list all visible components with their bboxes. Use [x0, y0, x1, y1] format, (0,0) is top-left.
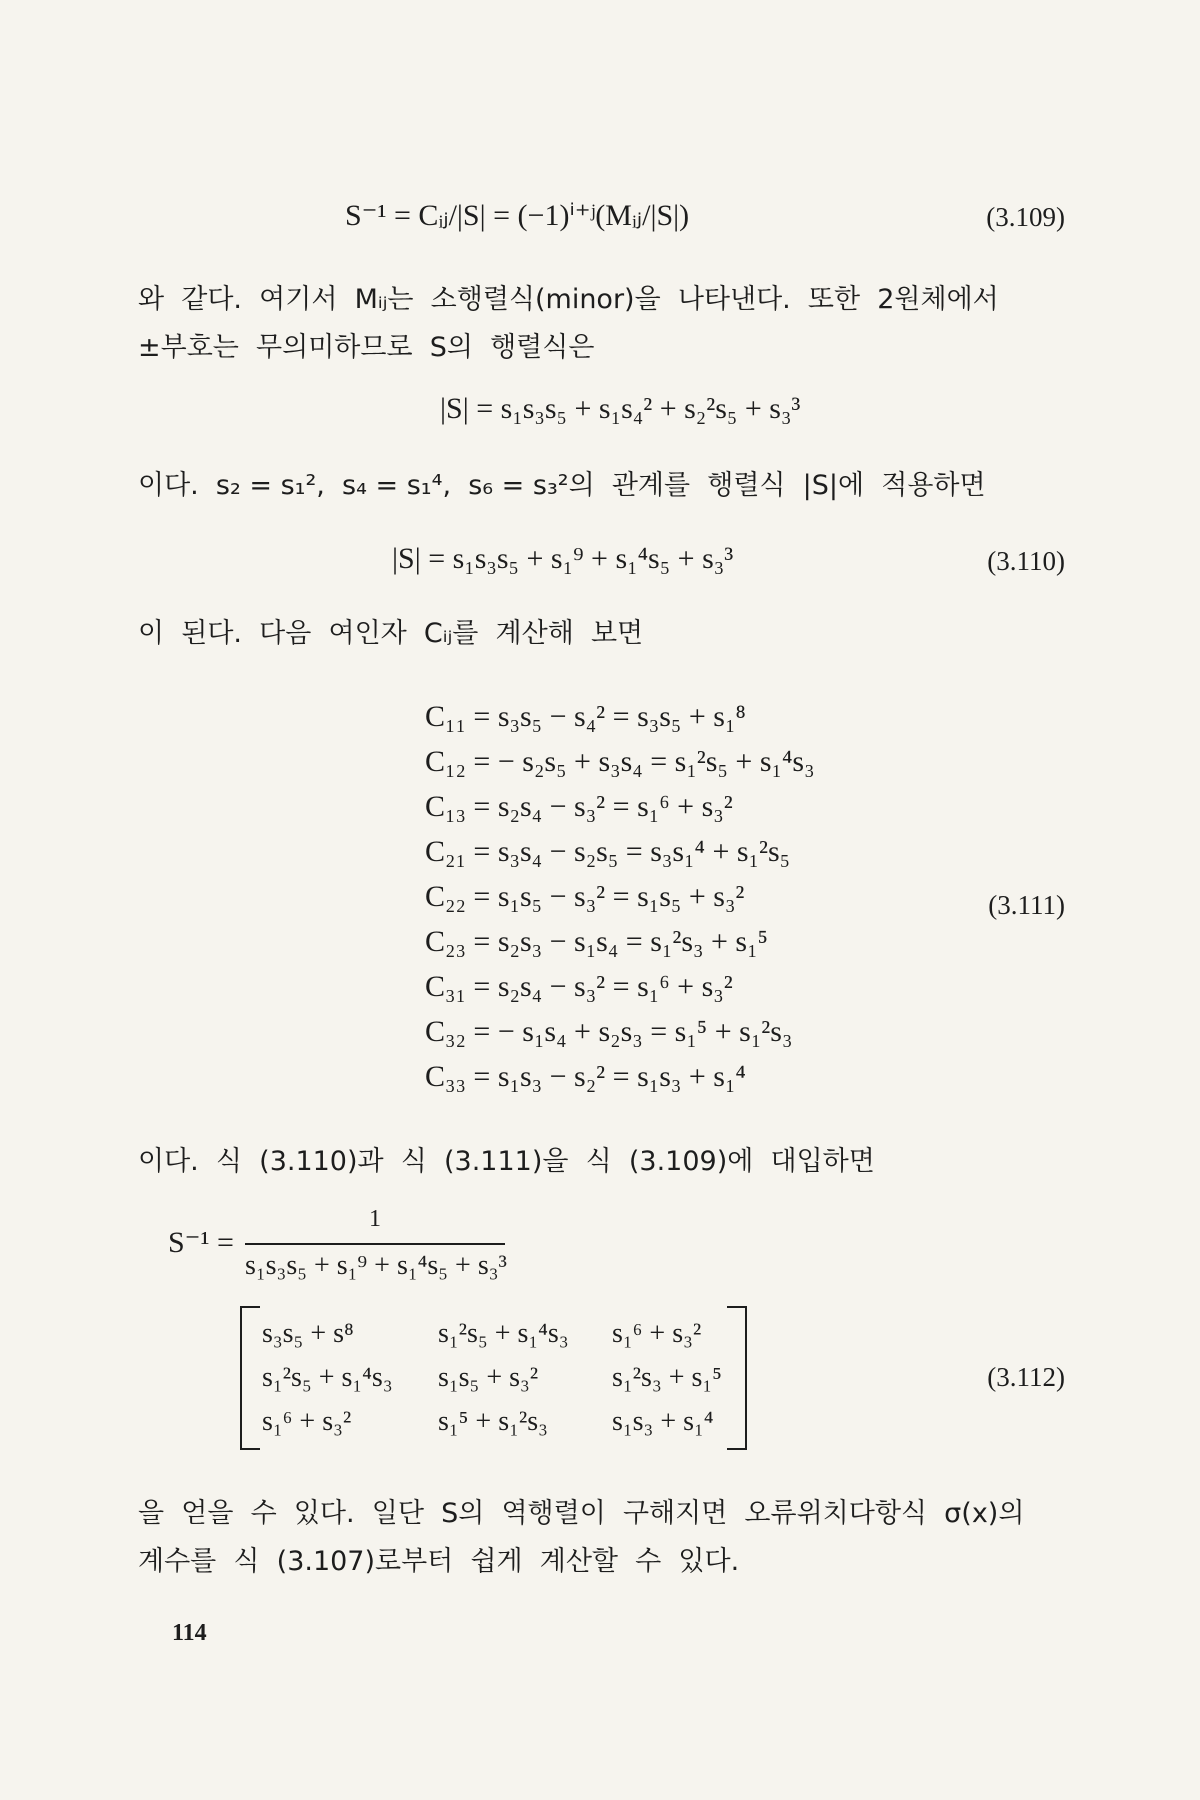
- equation-number-3-111: (3.111): [988, 890, 1065, 920]
- matrix-cell-2-1: s₁²s₅ + s₁⁴s₃: [262, 1362, 393, 1393]
- matrix-cell-1-3: s₁⁶ + s₃²: [612, 1318, 702, 1349]
- matrix-cell-3-2: s₁⁵ + s₁²s₃: [438, 1406, 548, 1437]
- matrix-left-bracket: [240, 1306, 260, 1450]
- matrix-cell-3-1: s₁⁶ + s₃²: [262, 1406, 352, 1437]
- cofactor-c13: C₁₃ = s₂s₄ − s₃² = s₁⁶ + s₃²: [425, 790, 733, 823]
- equation-number-3-110: (3.110): [987, 546, 1065, 576]
- cofactor-c23: C₂₃ = s₂s₃ − s₁s₄ = s₁²s₃ + s₁⁵: [425, 925, 768, 958]
- matrix-cell-2-2: s₁s₅ + s₃²: [438, 1362, 539, 1393]
- equation-3-110: |S| = s₁s₃s₅ + s₁⁹ + s₁⁴s₅ + s₃³: [392, 542, 734, 575]
- cofactor-c21: C₂₁ = s₃s₄ − s₂s₅ = s₃s₁⁴ + s₁²s₅: [425, 835, 791, 868]
- paragraph-5: 을 얻을 수 있다. 일단 S의 역행렬이 구해지면 오류위치다항식 σ(x)의 계수를 식 (3.107)로부터 쉽게 계산할 수 있다.: [138, 1498, 1025, 1577]
- equation-number-3-112: (3.112): [987, 1362, 1065, 1392]
- paragraph-1: 와 같다. 여기서 Mᵢⱼ는 소행렬식(minor)을 나타낸다. 또한 2원체에서 ±부호는 무의미하므로 S의 행렬식은: [138, 284, 999, 363]
- fraction-bar: [245, 1243, 505, 1245]
- cofactor-c32: C₃₂ = − s₁s₄ + s₂s₃ = s₁⁵ + s₁²s₃: [425, 1015, 793, 1048]
- matrix-cell-1-1: s₃s₅ + s⁸: [262, 1318, 354, 1349]
- matrix-cell-2-3: s₁²s₃ + s₁⁵: [612, 1362, 722, 1393]
- matrix-cell-3-3: s₁s₃ + s₁⁴: [612, 1406, 714, 1437]
- paragraph-2: 이다. s₂ = s₁², s₄ = s₁⁴, s₆ = s₃²의 관계를 행렬식 |S|에 적용하면: [138, 470, 986, 501]
- cofactor-c12: C₁₂ = − s₂s₅ + s₃s₄ = s₁²s₅ + s₁⁴s₃: [425, 745, 815, 778]
- equation-number-3-109: (3.109): [986, 202, 1065, 232]
- equation-3-109: S⁻¹ = Cᵢⱼ/|S| = (−1)ⁱ⁺ʲ(Mᵢⱼ/|S|): [345, 199, 690, 232]
- matrix-cell-1-2: s₁²s₅ + s₁⁴s₃: [438, 1318, 569, 1349]
- cofactor-c31: C₃₁ = s₂s₄ − s₃² = s₁⁶ + s₃²: [425, 970, 733, 1003]
- inverse-matrix-lhs: S⁻¹ =: [168, 1226, 234, 1259]
- paragraph-4: 이다. 식 (3.110)과 식 (3.111)을 식 (3.109)에 대입하면: [138, 1146, 875, 1177]
- fraction-denominator: s₁s₃s₅ + s₁⁹ + s₁⁴s₅ + s₃³: [245, 1250, 507, 1281]
- matrix-right-bracket: [727, 1306, 747, 1450]
- fraction-numerator: 1: [369, 1206, 381, 1232]
- page-number: 114: [172, 1620, 207, 1646]
- cofactor-c11: C₁₁ = s₃s₅ − s₄² = s₃s₅ + s₁⁸: [425, 700, 746, 733]
- equation-determinant: |S| = s₁s₃s₅ + s₁s₄² + s₂²s₅ + s₃³: [440, 392, 801, 425]
- paragraph-3: 이 된다. 다음 여인자 Cᵢⱼ를 계산해 보면: [138, 618, 644, 649]
- cofactor-c22: C₂₂ = s₁s₅ − s₃² = s₁s₅ + s₃²: [425, 880, 745, 913]
- cofactor-c33: C₃₃ = s₁s₃ − s₂² = s₁s₃ + s₁⁴: [425, 1060, 746, 1093]
